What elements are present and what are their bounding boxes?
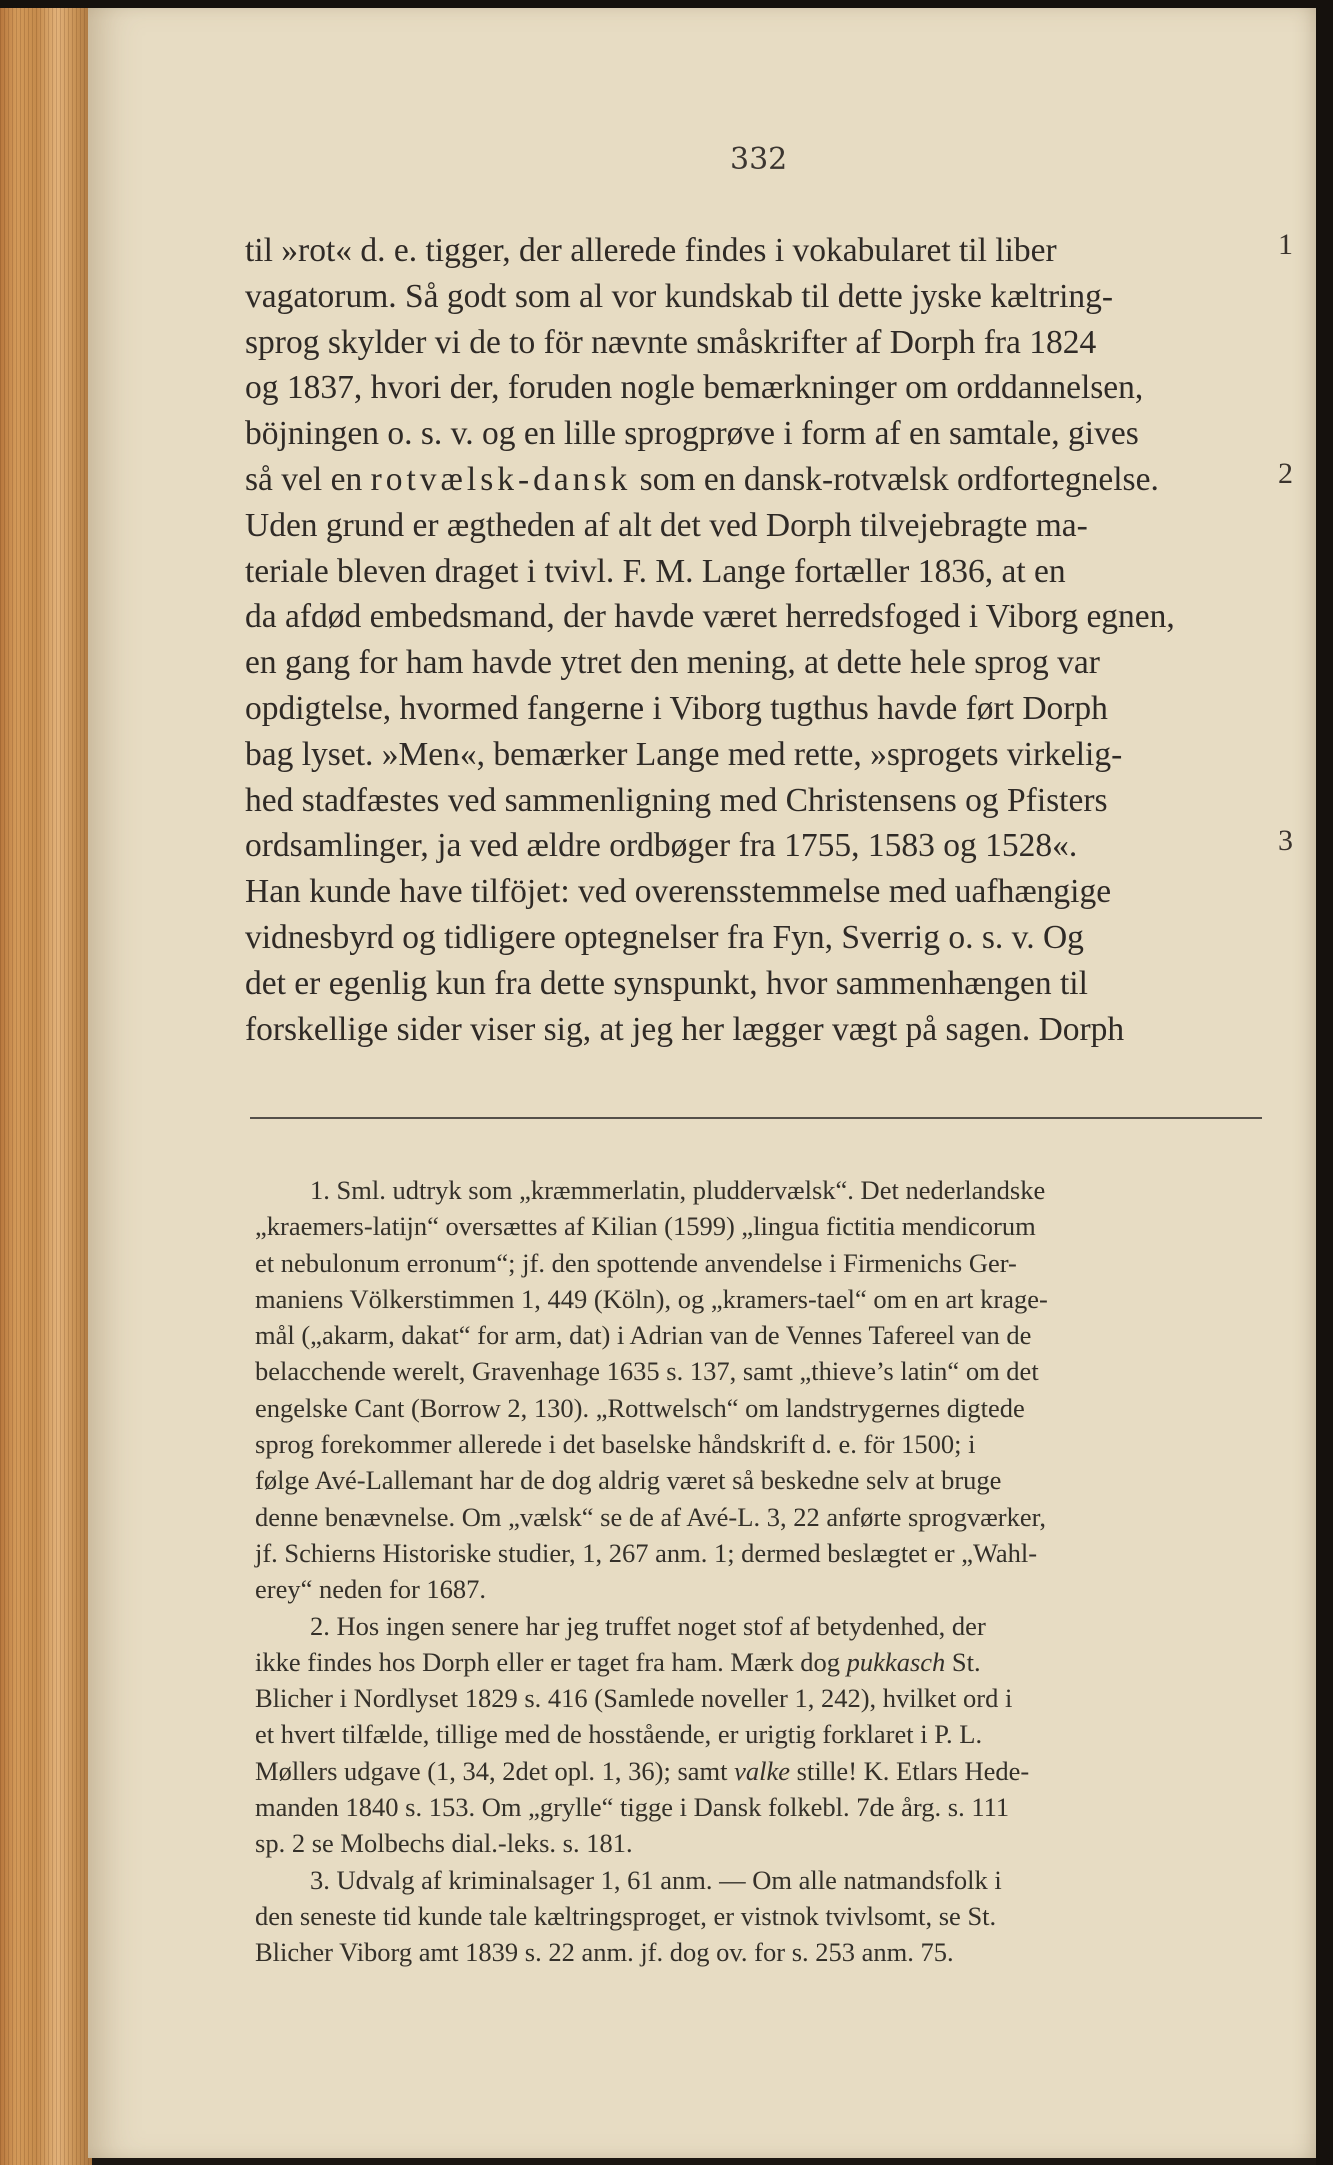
footnote-line: følge Avé-Lallemant har de dog aldrig været så beskedne selv at bruge: [255, 1465, 1002, 1496]
footnote-line: manden 1840 s. 153. Om „grylle“ tigge i Dansk folkebl. 7de årg. s. 111: [255, 1792, 1010, 1823]
text-line: til »rot« d. e. tigger, der allerede findes i vokabularet til liber: [245, 232, 1057, 269]
footnote-line: jf. Schierns Historiske studier, 1, 267 anm. 1; dermed beslægtet er „Wahl-: [255, 1537, 1038, 1568]
footnote-line: belacchende werelt, Gravenhage 1635 s. 137, samt „thieve’s latin“ om det: [255, 1356, 1039, 1387]
margin-note-3: 3: [1278, 824, 1293, 857]
text-line: opdigtelse, hvormed fangerne i Viborg tugthus havde ført Dorph: [245, 689, 1108, 727]
text-line: da afdød embedsmand, der havde været herredsfoged i Viborg egnen,: [245, 598, 1175, 636]
main-text: [245, 228, 1263, 1052]
footnote-line: erey“ neden for 1687.: [255, 1574, 487, 1605]
text-segment: som en dansk-rotvælsk ordfortegnelse.: [631, 460, 1159, 498]
footnote-line: Blicher i Nordlyset 1829 s. 416 (Samlede noveller 1, 242), hvilket ord i: [255, 1683, 1013, 1714]
footnote-line: sprog forekommer allerede i det baselske håndskrift d. e. för 1500; i: [255, 1429, 976, 1460]
spaced-word: rotvælsk-dansk: [370, 460, 632, 498]
text-line: ordsamlinger, ja ved ældre ordbøger fra 1755, 1583 og 1528«.: [245, 827, 1078, 865]
footnote-line: Blicher Viborg amt 1839 s. 22 anm. jf. dog ov. for s. 253 anm. 75.: [255, 1937, 954, 1968]
text-line: bag lyset. »Men«, bemærker Lange med rette, »sprogets virkelig-: [245, 735, 1123, 773]
italic-word: valke: [734, 1755, 791, 1786]
footnote-line: [255, 1644, 1265, 1680]
text-line: [245, 457, 1263, 503]
footnote-line: et hvert tilfælde, tillige med de hosstående, er urigtig forklaret i P. L.: [255, 1719, 983, 1750]
text-segment: St.: [945, 1646, 981, 1677]
footnote-line: [255, 1753, 1265, 1789]
margin-note-2: 2: [1278, 457, 1293, 490]
italic-word: pukkasch: [846, 1646, 946, 1677]
text-segment: stille! K. Etlars Hede-: [790, 1755, 1030, 1786]
footnote-line: et nebulonum erronum“; jf. den spottende anvendelse i Firmenichs Ger-: [255, 1247, 1017, 1278]
footnote-line: den seneste tid kunde tale kæltringsproget, er vistnok tvivlsomt, se St.: [255, 1900, 997, 1931]
text-line: Han kunde have tilföjet: ved overensstemmelse med uafhængige: [245, 873, 1112, 911]
footnote-line: „kraemers-latijn“ oversættes af Kilian (1599) „lingua fictitia mendicorum: [255, 1211, 1036, 1242]
text-line: teriale bleven draget i tvivl. F. M. Lange fortæller 1836, at en: [245, 552, 1066, 590]
text-line: en gang for ham havde ytret den mening, at dette hele sprog var: [245, 644, 1100, 682]
footnote-rule: [250, 1117, 1262, 1119]
footnote-line: 2. Hos ingen senere har jeg truffet noget stof af betydenhed, der: [310, 1610, 986, 1641]
text-line: forskellige sider viser sig, at jeg her lægger vægt på sagen. Dorph: [245, 1010, 1125, 1048]
footnote-line: mål („akarm, dakat“ for arm, dat) i Adrian van de Vennes Tafereel van de: [255, 1320, 1032, 1351]
footnote-line: sp. 2 se Molbechs dial.-leks. s. 181.: [255, 1828, 633, 1859]
footnotes: [255, 1172, 1265, 1971]
text-line: Uden grund er ægtheden af alt det ved Dorph tilvejebragte ma-: [245, 506, 1088, 544]
footnote-line: maniens Völkerstimmen 1, 449 (Köln), og „kramers-tael“ om en art krage-: [255, 1283, 1048, 1314]
text-segment: så vel en: [245, 460, 371, 498]
footnote-line: 3. Udvalg af kriminalsager 1, 61 anm. — Om alle natmandsfolk i: [310, 1864, 1002, 1895]
footnote-line: engelske Cant (Borrow 2, 130). „Rottwelsch“ om landstrygernes digtede: [255, 1392, 1025, 1423]
text-line: hed stadfæstes ved sammenligning med Christensens og Pfisters: [245, 781, 1108, 819]
text-segment: ikke findes hos Dorph eller er taget fra ham. Mærk dog: [255, 1646, 847, 1677]
text-line: böjningen o. s. v. og en lille sprogprøve i form af en samtale, gives: [245, 415, 1139, 453]
text-line: vagatorum. Så godt som al vor kundskab til dette jyske kæltring-: [245, 277, 1114, 315]
footnote-line: 1. Sml. udtryk som „kræmmerlatin, pluddervælsk“. Det nederlandske: [310, 1175, 1046, 1205]
text-line: vidnesbyrd og tidligere optegnelser fra Fyn, Sverrig o. s. v. Og: [245, 918, 1084, 956]
book-edge: [0, 0, 92, 2165]
margin-note-1: 1: [1278, 228, 1293, 261]
text-line: det er egenlig kun fra dette synspunkt, hvor sammenhængen til: [245, 964, 1088, 1002]
text-line: og 1837, hvori der, foruden nogle bemærkninger om orddannelsen,: [245, 369, 1144, 407]
right-border: [1316, 0, 1333, 2165]
page-number: 332: [730, 142, 788, 177]
text-segment: Møllers udgave (1, 34, 2det opl. 1, 36); samt: [255, 1755, 735, 1786]
footnote-line: denne benævnelse. Om „vælsk“ se de af Avé-L. 3, 22 anførte sprogværker,: [255, 1501, 1047, 1532]
text-line: sprog skylder vi de to för nævnte småskrifter af Dorph fra 1824: [245, 323, 1097, 361]
top-border: [0, 0, 1333, 8]
